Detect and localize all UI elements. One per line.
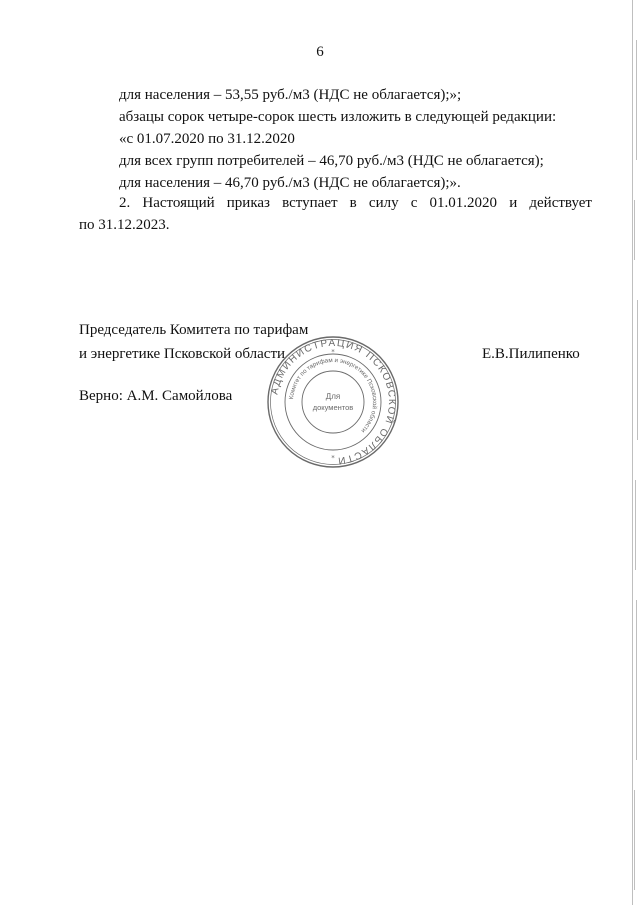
svg-text:*: *	[331, 348, 335, 356]
signatory-position-line-2: и энергетике Псковской области	[79, 346, 286, 362]
stamp-outer-text: АДМИНИСТРАЦИЯ ПСКОВСКОЙ ОБЛАСТИ	[269, 337, 398, 466]
stamp-center-line-1: Для	[325, 392, 341, 401]
svg-text:*: *	[331, 454, 335, 462]
period-line: «с 01.07.2020 по 31.12.2020	[119, 131, 295, 147]
amendment-instruction: абзацы сорок четыре-сорок шесть изложить в следующей редакции:	[119, 109, 557, 125]
signatory-position-line-1: Председатель Комитета по тарифам	[79, 322, 309, 338]
signatory-name: Е.В.Пилипенко	[482, 346, 580, 362]
clause-2-line-1: 2. Настоящий приказ вступает в силу с 01.01.2020 и действует	[119, 195, 592, 211]
tariff-line-all-groups: для всех групп потребителей – 46,70 руб./м3 (НДС не облагается);	[119, 153, 544, 169]
clause-2-line-2: по 31.12.2023.	[79, 217, 170, 233]
scan-edge-noise	[614, 0, 640, 905]
official-stamp-icon	[266, 335, 400, 469]
tariff-line-population-2: для населения – 46,70 руб./м3 (НДС не облагается);».	[119, 175, 461, 191]
stamp-inner-text: Комитет по тарифам и энергетике Псковской области	[288, 356, 379, 435]
page-number: 6	[316, 44, 324, 60]
stamp-center-line-2: документов	[312, 403, 354, 412]
tariff-line-population-1: для населения – 53,55 руб./м3 (НДС не облагается);»;	[119, 87, 462, 103]
certified-copy-note: Верно: А.М. Самойлова	[79, 388, 233, 404]
